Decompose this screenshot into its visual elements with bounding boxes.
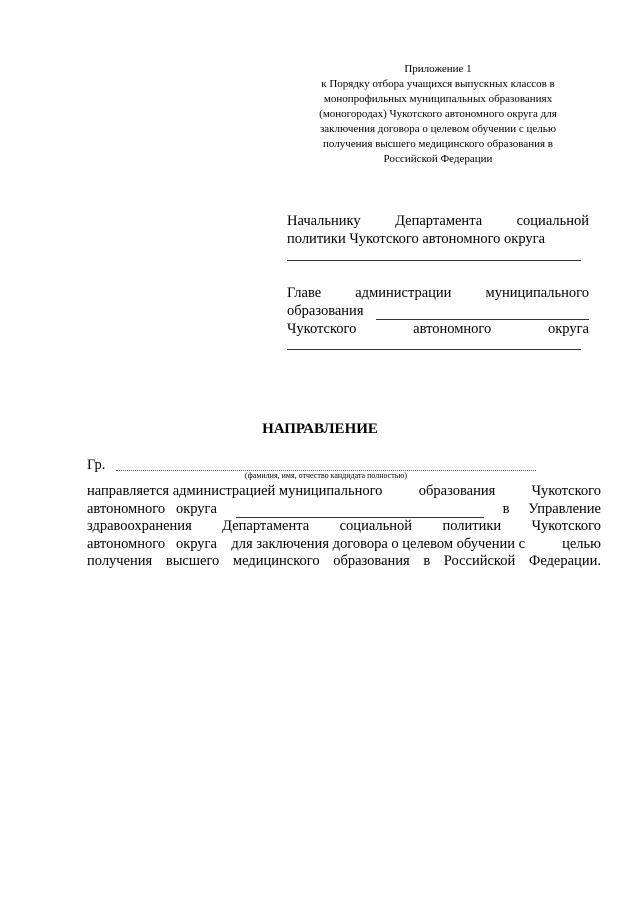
word: Главе (287, 285, 322, 301)
word: образования (418, 483, 496, 499)
body-line (87, 518, 601, 536)
word: в (423, 553, 431, 569)
addressee-line: политики Чукотского автономного округа (287, 231, 546, 247)
word: направляется администрацией муниципального (87, 483, 383, 499)
candidate-name-hint: (фамилия, имя, отчество кандидата полностью) (244, 471, 408, 480)
document-title: НАПРАВЛЕНИЕ (262, 421, 378, 437)
word: медицинского (232, 553, 320, 569)
body-line (87, 483, 601, 501)
body-line (87, 553, 601, 571)
word: целью (562, 535, 601, 552)
appendix-line: получения высшего медицинского образования в (322, 138, 553, 150)
appendix-line: Приложение 1 (404, 63, 472, 75)
addressee-line (287, 284, 589, 302)
appendix-line: Российской Федерации (383, 153, 493, 165)
word: Чукотского (287, 321, 357, 337)
word: образования (333, 553, 410, 569)
word: политики (442, 518, 502, 534)
word: социальной (516, 213, 589, 229)
appendix-line: заключения договора о целевом обучении с целью (319, 123, 557, 135)
name-fill-line[interactable] (287, 349, 581, 350)
word: образования (287, 303, 364, 319)
word: Федерации. (528, 553, 601, 569)
addressee-line (287, 320, 589, 338)
word: здравоохранения (87, 518, 192, 534)
body-line (87, 501, 601, 519)
word: Начальнику (287, 213, 361, 229)
addressee-line (287, 302, 589, 320)
body-paragraph (87, 483, 601, 571)
word: Департамента (222, 518, 310, 534)
gr-prefix: Гр. (87, 457, 106, 473)
appendix-line: к Порядку отбора учащихся выпускных классов в (321, 78, 555, 90)
addressee-line (287, 212, 589, 230)
word: автономного округа для заключения договора о целевом обучении с (87, 535, 526, 552)
word: в (502, 500, 510, 517)
word: Департамента (395, 213, 483, 229)
appendix-header (288, 62, 588, 167)
word: автономного (413, 321, 492, 337)
body-line (87, 536, 601, 554)
word: округа (548, 321, 589, 337)
word: администрации (355, 285, 452, 301)
word: получения (87, 553, 153, 569)
addressee-department-head (287, 212, 589, 261)
name-fill-line[interactable] (287, 260, 581, 261)
word: Российской (443, 553, 516, 569)
word: Чукотского (531, 483, 601, 499)
appendix-line: (моногородах) Чукотского автономного округа для (319, 108, 557, 120)
word: муниципального (485, 285, 589, 301)
municipality-fill-line[interactable] (236, 505, 484, 518)
word: автономного округа (87, 500, 217, 517)
addressee-municipality-head (287, 284, 589, 350)
word: Чукотского (531, 518, 601, 534)
municipality-fill-line[interactable] (376, 306, 590, 320)
word: Управление (528, 500, 601, 517)
word: высшего (165, 553, 220, 569)
word: социальной (339, 518, 413, 534)
appendix-line: монопрофильных муниципальных образованиях (323, 93, 553, 105)
